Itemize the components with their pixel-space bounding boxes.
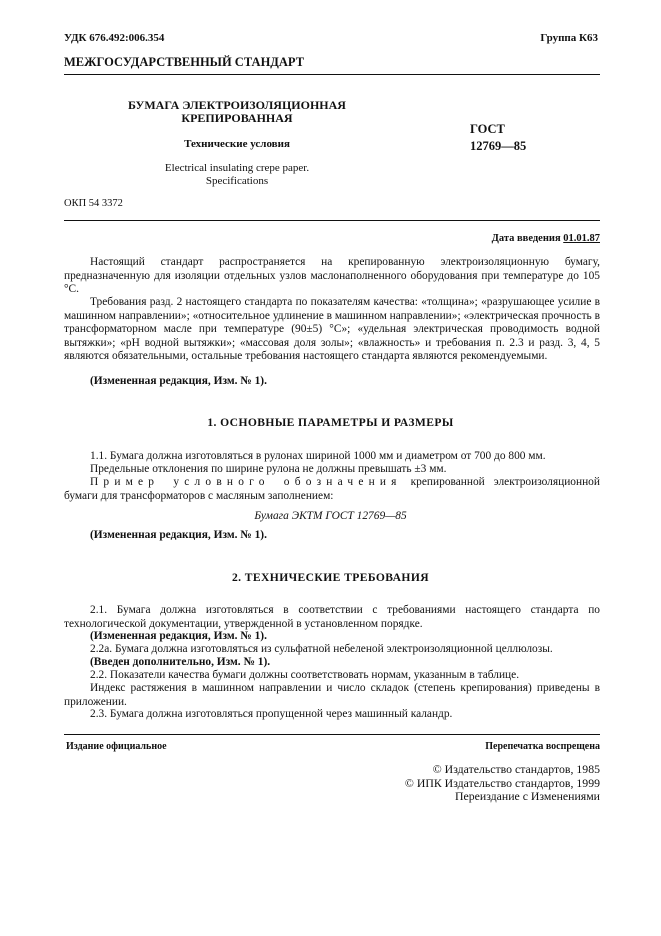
english-title-line-1: Electrical insulating crepe paper.: [164, 162, 310, 174]
document-subtitle: Технические условия: [184, 138, 290, 150]
official-edition: Издание официальное: [66, 741, 167, 752]
intro-date-value: 01.01.87: [563, 233, 600, 244]
title-line-1: БУМАГА ЭЛЕКТРОИЗОЛЯЦИОННАЯ: [128, 98, 346, 112]
standard-banner: МЕЖГОСУДАРСТВЕННЫЙ СТАНДАРТ: [64, 55, 305, 69]
designation-formula: Бумага ЭКТМ ГОСТ 12769—85: [254, 510, 407, 522]
intro-paragraph-1: Настоящий стандарт распространяется на крепированную электроизоляционную бумагу, предназначенную для изоляции отдельных узлов маслонаполненного оборудования при температуре до 105 °С.: [64, 256, 600, 296]
intro-date-label: Дата введения: [491, 233, 561, 244]
intro-date: [492, 232, 600, 246]
title-rule: [64, 220, 600, 221]
english-title-line-2: Specifications: [205, 175, 269, 187]
clause-1-1: 1.1. Бумага должна изготовляться в рулонах шириной 1000 мм и диаметром от 700 до 800 мм.: [90, 450, 546, 462]
gost-number: 12769—85: [470, 139, 527, 153]
section-1-amendment: (Измененная редакция, Изм. № 1).: [90, 529, 267, 541]
intro-paragraph-2: Требования разд. 2 настоящего стандарта по показателям качества: «толщина»; «разрушающее усилие в машинном направлении»; «относительное удлинение в машинном направлении»; «электрическая прочность в трансформаторном масле при температуре (90±5) °С»; «удельная электрическая проводимость водной вытяжки»; «рН водной вытяжки»; «массовая доля золы»; «влажность» и требования п. 2.3 и разд. 3, 4, 5 являются обязательными, остальные требования настоящего стандарта являются рекомендуемыми.: [64, 296, 600, 363]
clause-2-1-amendment: (Измененная редакция, Изм. № 1).: [90, 630, 267, 642]
clause-1-1-tolerance: Предельные отклонения по ширине рулона не должны превышать ±3 мм.: [90, 463, 447, 475]
copyright-block: [405, 763, 600, 804]
english-title: [64, 162, 410, 188]
reprint-notice: Перепечатка воспрещена: [485, 741, 600, 752]
gost-designation: [470, 121, 526, 155]
intro-amendment: (Измененная редакция, Изм. № 1).: [90, 375, 267, 387]
udk-code: УДК 676.492:006.354: [64, 32, 165, 44]
section-2-heading: 2. ТЕХНИЧЕСКИЕ ТРЕБОВАНИЯ: [231, 571, 430, 584]
copyright-1999: © ИПК Издательство стандартов, 1999: [404, 775, 600, 790]
clause-2-2a: 2.2а. Бумага должна изготовляться из сульфатной небеленой электроизоляционной целлюлозы.: [90, 643, 553, 655]
reissue-note: Переиздание с Изменениями: [455, 789, 600, 803]
designation-example: [64, 476, 600, 503]
clause-2-2a-amendment: (Введен дополнительно, Изм. № 1).: [90, 656, 271, 668]
copyright-1985: © Издательство стандартов, 1985: [432, 762, 600, 776]
title-line-2: КРЕПИРОВАННАЯ: [181, 111, 293, 125]
clause-2-1: 2.1. Бумага должна изготовляться в соответствии с требованиями настоящего стандарта по технологической документации, утвержденной в установленном порядке.: [64, 604, 600, 630]
header-rule: [64, 74, 600, 75]
section-1-heading: 1. ОСНОВНЫЕ ПАРАМЕТРЫ И РАЗМЕРЫ: [207, 416, 454, 429]
clause-2-2-appendix-note: Индекс растяжения в машинном направлении и число складок (степень крепирования) приведены в приложении.: [64, 682, 600, 708]
document-title: [64, 99, 410, 125]
clause-2-3: 2.3. Бумага должна изготовляться пропущенной через машинный каландр.: [90, 708, 453, 720]
group-code: Группа К63: [540, 32, 598, 44]
gost-label: ГОСТ: [470, 122, 505, 136]
okp-code: ОКП 54 3372: [64, 198, 123, 209]
example-spaced-label: Пример условного обозначения: [90, 476, 402, 488]
clause-2-2: 2.2. Показатели качества бумаги должны соответствовать нормам, указанным в таблице.: [90, 669, 520, 681]
example-text: крепированной электроизоляционной бумаги для трансформаторов с масляным заполнением:: [64, 476, 600, 502]
footer-rule: [64, 734, 600, 735]
